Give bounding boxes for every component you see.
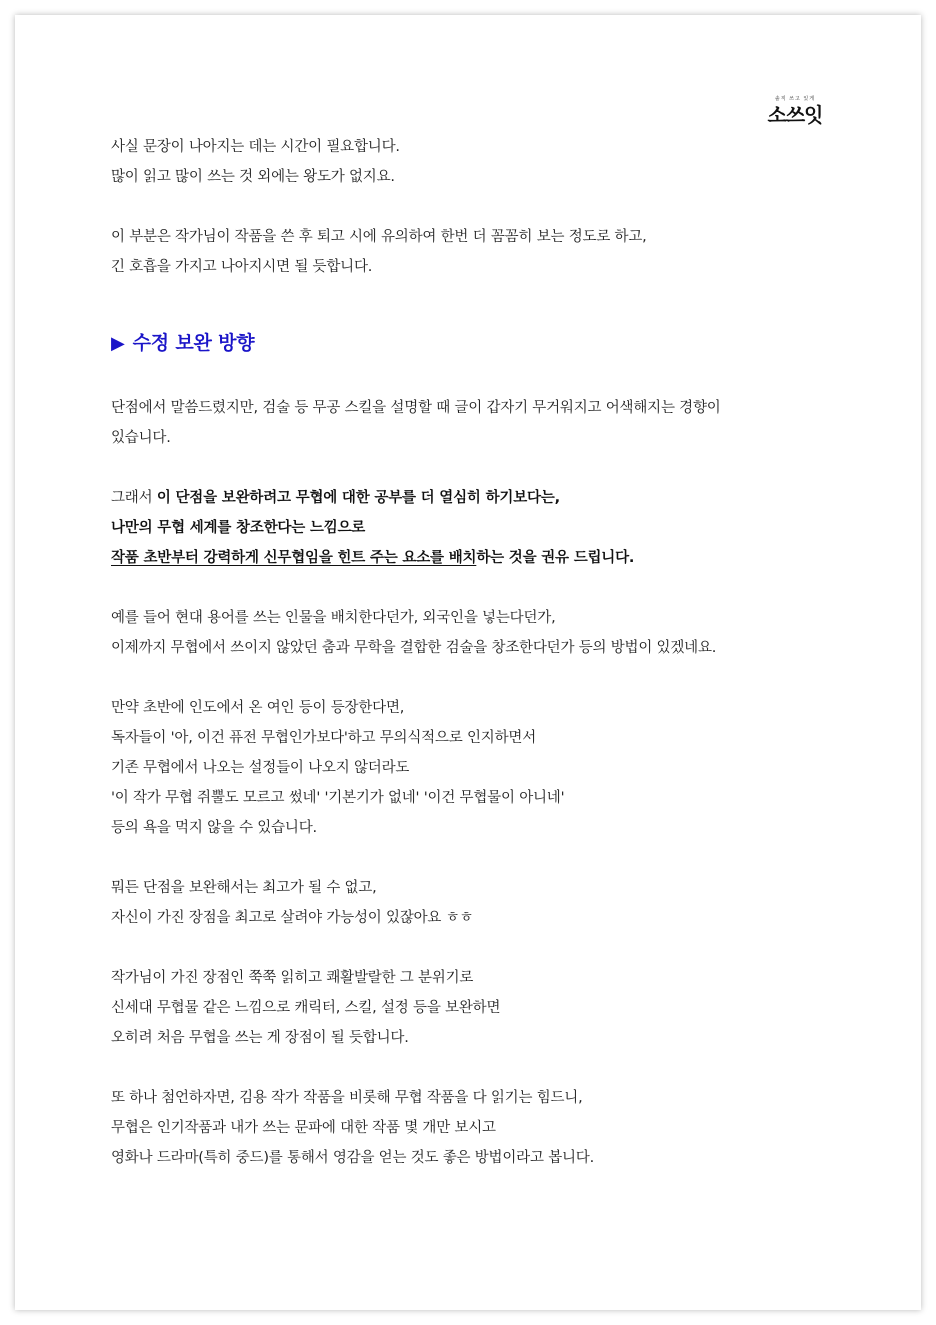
p2-line-1-bold: 이 단점을 보완하려고 무협에 대한 공부를 더 열심히 하기보다는, — [156, 490, 560, 506]
p2-line-2 — [111, 513, 811, 543]
document-page — [15, 15, 921, 1310]
p2-line-1-plain: 그래서 — [111, 490, 157, 506]
logo-tagline: 솔직 쓰고 있게 — [774, 96, 816, 102]
intro-line-1: 사실 문장이 나아지는 데는 시간이 필요합니다. — [111, 139, 400, 155]
p6-line-2: 신세대 무협물 같은 느낌으로 캐릭터, 스킬, 설정 등을 보완하면 — [111, 1000, 501, 1016]
p3-line-2: 이제까지 무협에서 쓰이지 않았던 춤과 무학을 결합한 검술을 창조한다던가 등의 방법이 있겠네요. — [111, 640, 717, 656]
p6-line-1: 작가님이 가진 장점인 쭉쭉 읽히고 쾌활발랄한 그 분위기로 — [111, 970, 474, 986]
play-arrow-icon: ▶ — [111, 333, 125, 354]
p5-line-1: 뭐든 단점을 보완해서는 최고가 될 수 없고, — [111, 880, 377, 896]
p3-line-1: 예를 들어 현대 용어를 쓰는 인물을 배치한다던가, 외국인을 넣는다던가, — [111, 610, 556, 626]
section-heading-title: 수정 보완 방향 — [132, 332, 255, 354]
logo-wordmark: 소쓰잇 — [767, 103, 823, 127]
p2-line-2-bold: 나만의 무협 세계를 창조한다는 느낌으로 — [111, 520, 366, 536]
p5-line-2: 자신이 가진 장점을 최고로 살려야 가능성이 있잖아요 ㅎㅎ — [111, 910, 474, 926]
p1-line-1: 단점에서 말씀드렸지만, 검술 등 무공 스킬을 설명할 때 글이 갑자기 무거워지고 어색해지는 경향이 — [111, 400, 721, 416]
p7-line-2: 무협은 인기작품과 내가 쓰는 문파에 대한 작품 몇 개만 보시고 — [111, 1120, 496, 1136]
intro-line-3: 이 부분은 작가님이 작품을 쓴 후 퇴고 시에 유의하여 한번 더 꼼꼼히 보는 정도로 하고, — [111, 229, 647, 245]
intro-line-2: 많이 읽고 많이 쓰는 것 외에는 왕도가 없지요. — [111, 169, 395, 185]
p4-line-5: 등의 욕을 먹지 않을 수 있습니다. — [111, 820, 317, 836]
p2-line-3 — [111, 543, 811, 573]
p4-line-4: '이 작가 무협 쥐뿔도 모르고 썼네' '기본기가 없네' '이건 무협물이 아니네' — [111, 790, 565, 806]
brand-logo — [763, 95, 827, 135]
p4-line-3: 기존 무협에서 나오는 설정들이 나오지 않더라도 — [111, 760, 410, 776]
p2-line-3-underlined: 작품 초반부터 강력하게 신무협임을 힌트 주는 요소를 배치 — [111, 550, 477, 566]
p7-line-3: 영화나 드라마(특히 중드)를 통해서 영감을 얻는 것도 좋은 방법이라고 봅니다. — [111, 1150, 595, 1166]
section-heading — [111, 328, 811, 358]
p7-line-1: 또 하나 첨언하자면, 김용 작가 작품을 비롯해 무협 작품을 다 읽기는 힘드니, — [111, 1090, 583, 1106]
intro-line-4: 긴 호흡을 가지고 나아지시면 될 듯합니다. — [111, 259, 373, 275]
p2-line-1 — [111, 483, 811, 513]
p2-line-3-bold: 하는 것을 권유 드립니다. — [476, 550, 635, 566]
p4-line-2: 독자들이 '아, 이건 퓨전 무협인가보다'하고 무의식적으로 인지하면서 — [111, 730, 537, 746]
p1-line-2: 있습니다. — [111, 430, 171, 446]
p4-line-1: 만약 초반에 인도에서 온 여인 등이 등장한다면, — [111, 700, 405, 716]
document-body — [111, 132, 811, 1173]
p6-line-3: 오히려 처음 무협을 쓰는 게 장점이 될 듯합니다. — [111, 1030, 409, 1046]
